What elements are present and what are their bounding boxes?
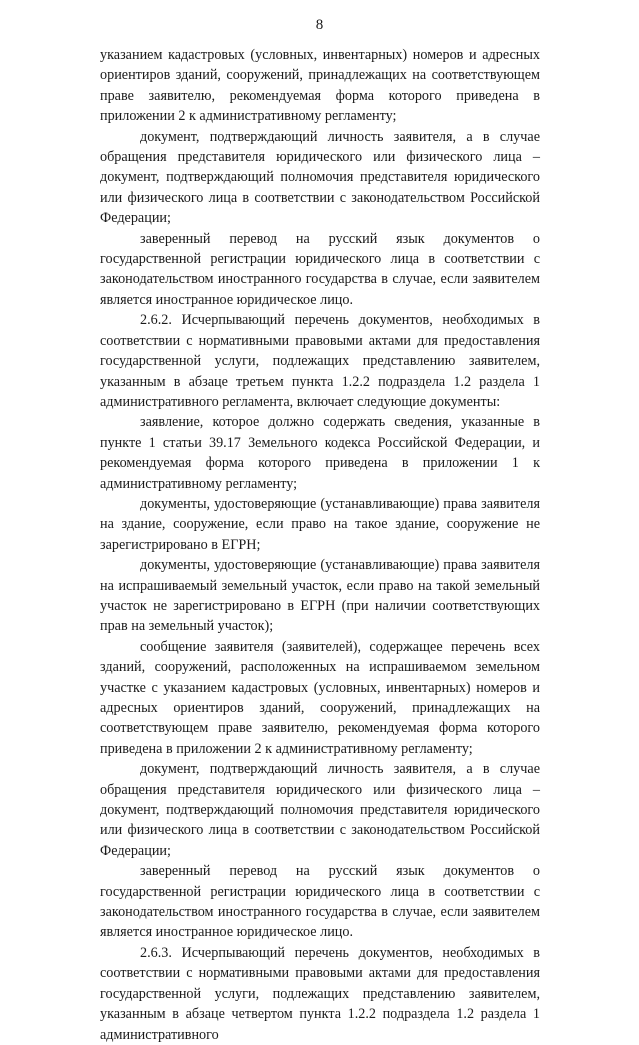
- section-2-6-3: 2.6.3. Исчерпывающий перечень документов, необходимых в соответствии с нормативными правовыми актами для предоставления государственной услуги, подлежащих представлению заявителем, указанным в абзаце четвертом пункта 1.2.2 подраздела 1.2 раздела 1 административного: [100, 944, 540, 1043]
- paragraph: заверенный перевод на русский язык документов о государственной регистрации юридического лица в соответствии с законодательством иностранного государства в случае, если заявителем является иностранное юридическое лицо.: [100, 230, 540, 308]
- paragraph: заявление, которое должно содержать сведения, указанные в пункте 1 статьи 39.17 Земельного кодекса Российской Федерации, и рекомендуемая форма которого приведена в приложении 1 к административному регламенту;: [100, 414, 540, 492]
- paragraph: заверенный перевод на русский язык документов о государственной регистрации юридического лица в соответствии с законодательством иностранного государства в случае, если заявителем является иностранное юридическое лицо.: [100, 863, 540, 941]
- page-number: 8: [315, 17, 324, 33]
- paragraph: документ, подтверждающий личность заявителя, а в случае обращения представителя юридического или физического лица – документ, подтверждающий полномочия представителя юридического или физического лица в соответствии с законодательством Российской Федерации;: [100, 761, 540, 859]
- paragraph: сообщение заявителя (заявителей), содержащее перечень всех зданий, сооружений, расположенных на испрашиваемом земельном участке с указанием кадастровых (условных, инвентарных) номеров и адресных ориентиров зданий, сооружений, принадлежащих на соответствующем праве заявителю, рекомендуемая форма которого приведена в приложении 2 к административному регламенту;: [100, 638, 540, 757]
- paragraph: документы, удостоверяющие (устанавливающие) права заявителя на здание, сооружение, если право на такое здание, сооружение не зарегистрировано в ЕГРН;: [100, 495, 540, 553]
- document-body: [100, 45, 540, 1045]
- paragraph-continued: указанием кадастровых (условных, инвентарных) номеров и адресных ориентиров зданий, сооружений, принадлежащих на соответствующем праве заявителю, рекомендуемая форма которого приведена в приложении 2 к административному регламенту;: [100, 47, 540, 125]
- section-2-6-2: 2.6.2. Исчерпывающий перечень документов, необходимых в соответствии с нормативными правовыми актами для предоставления государственной услуги, подлежащих представлению заявителем, указанным в абзаце третьем пункта 1.2.2 подраздела 1.2 раздела 1 административного регламента, включает следующие документы:: [100, 312, 540, 410]
- paragraph: документы, удостоверяющие (устанавливающие) права заявителя на испрашиваемый земельный участок, если право на такой земельный участок не зарегистрировано в ЕГРН (при наличии соответствующих прав на земельный участок);: [100, 557, 540, 635]
- paragraph: документ, подтверждающий личность заявителя, а в случае обращения представителя юридического или физического лица – документ, подтверждающий полномочия представителя юридического или физического лица в соответствии с законодательством Российской Федерации;: [100, 128, 540, 227]
